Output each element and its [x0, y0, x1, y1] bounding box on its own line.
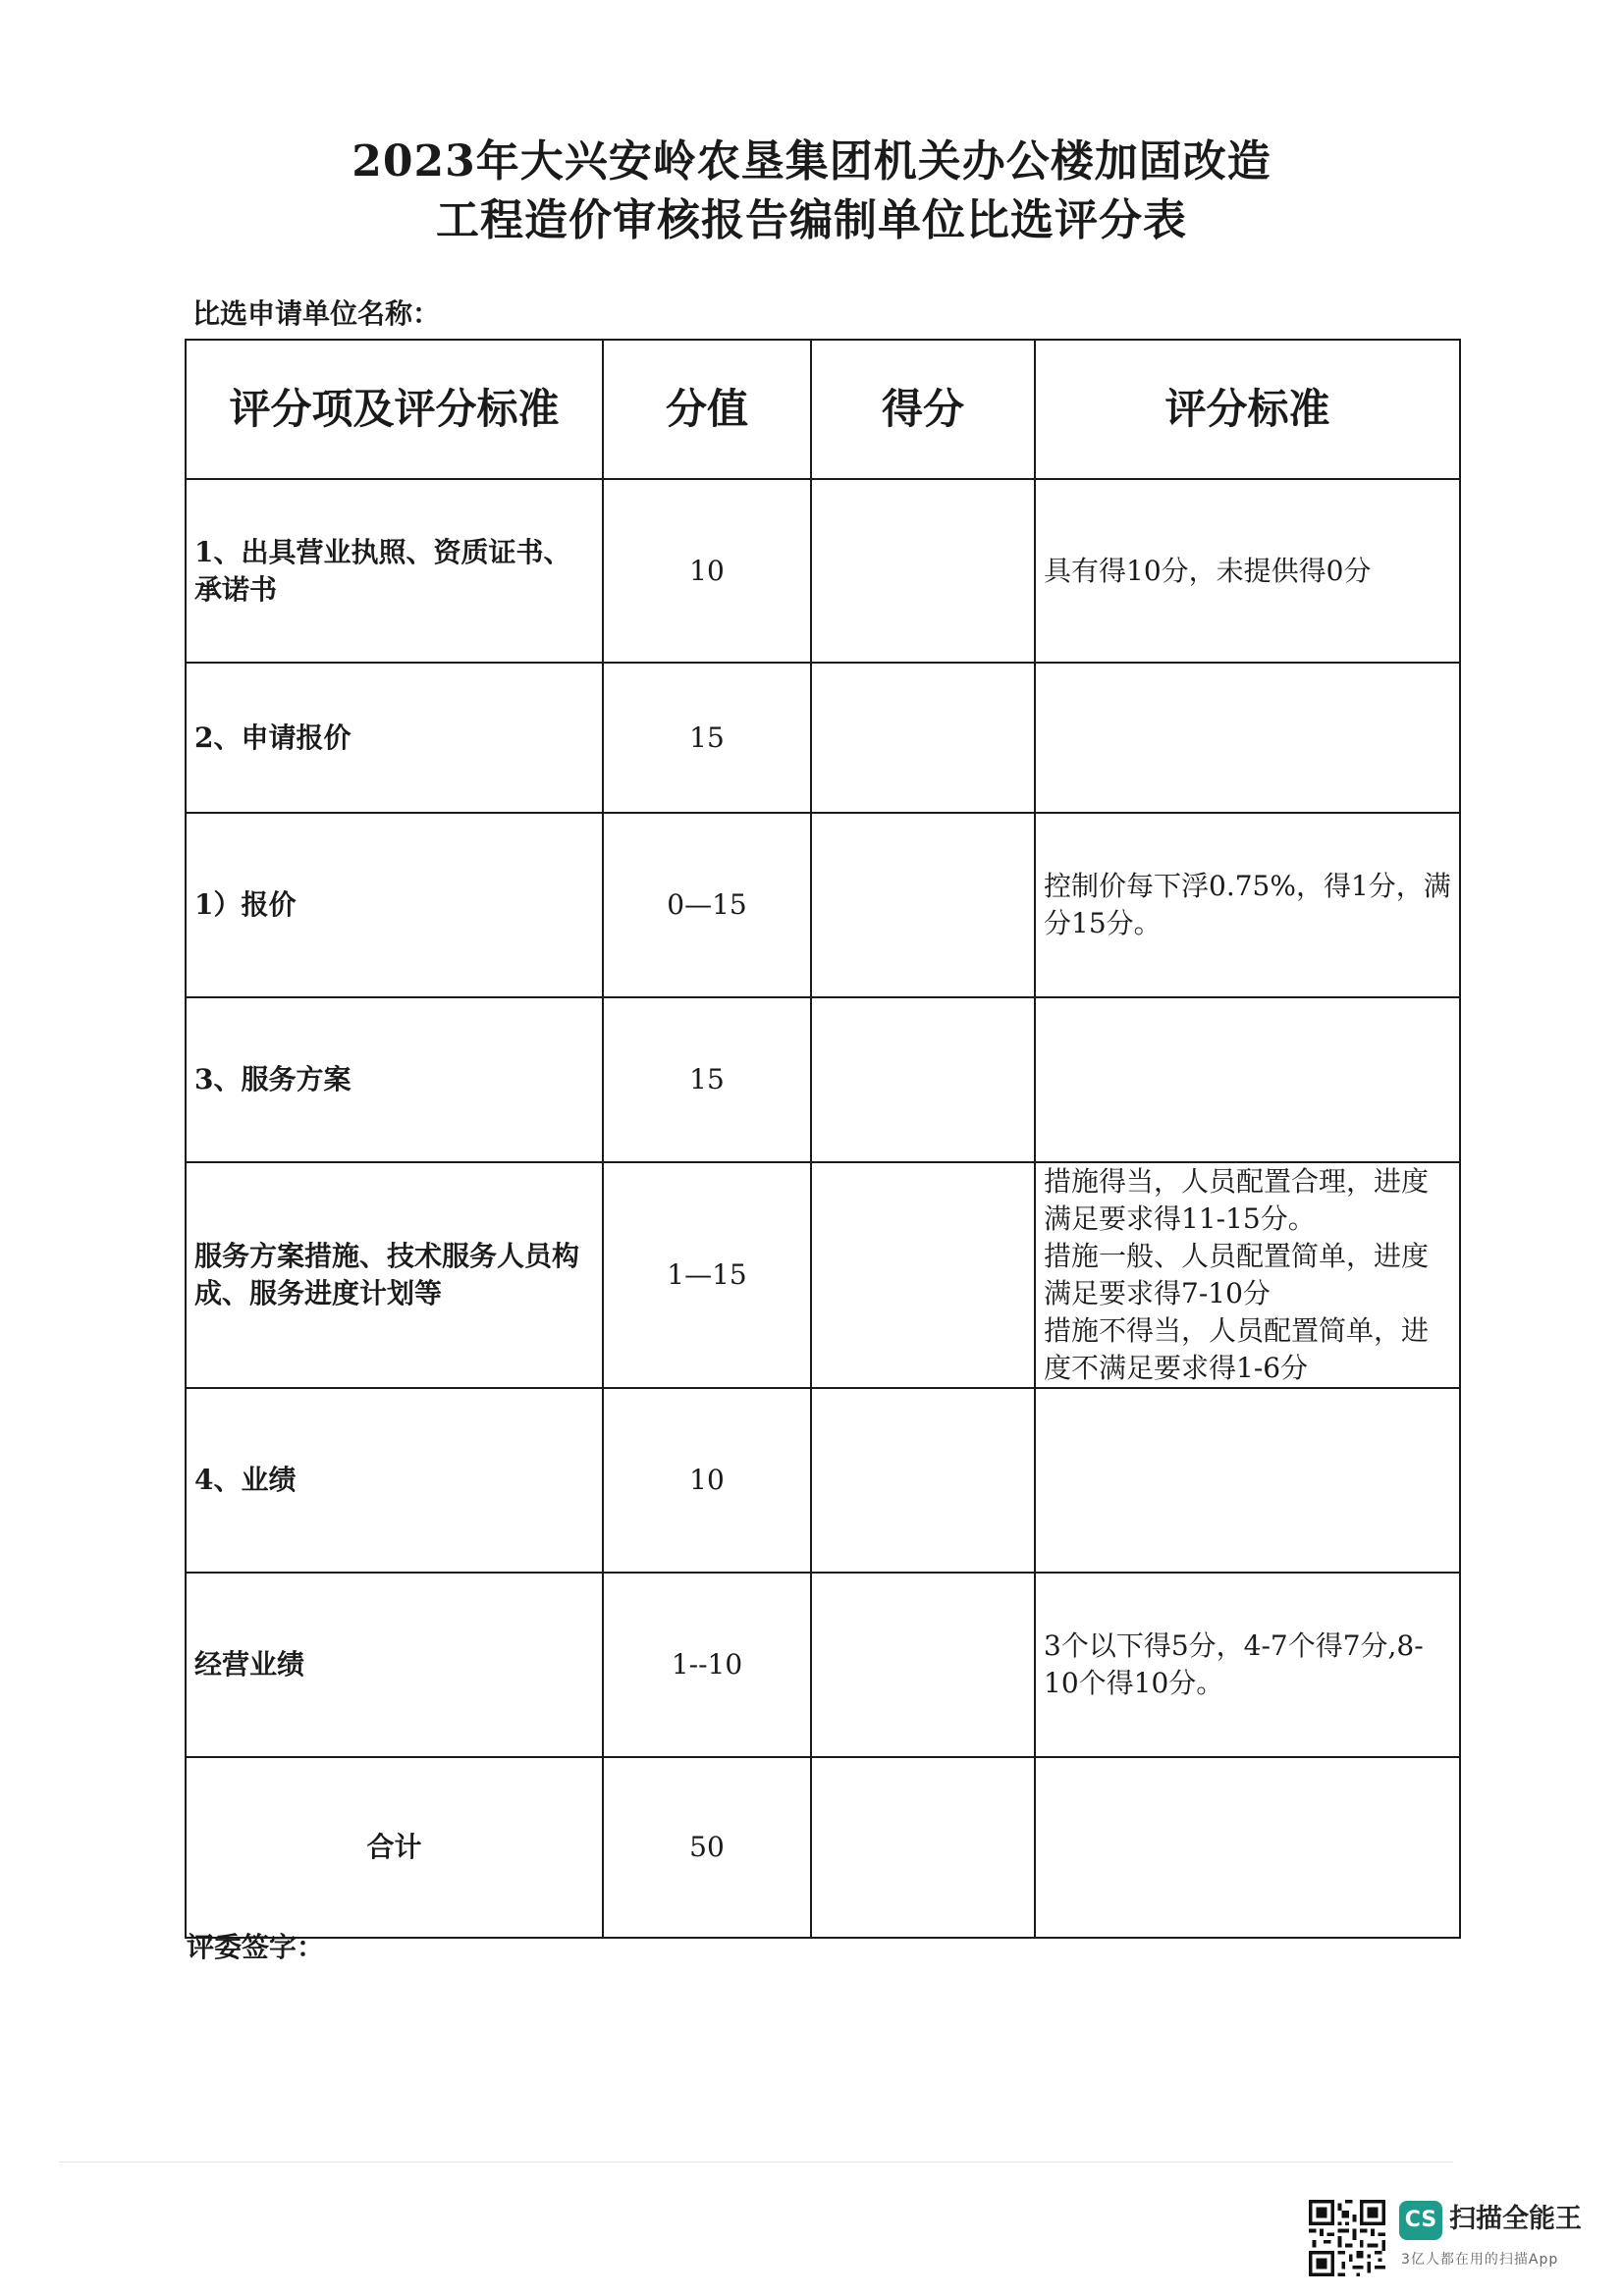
total-label: 合计: [186, 1757, 603, 1938]
row-criteria: 3个以下得5分，4-7个得7分,8-10个得10分。: [1035, 1573, 1460, 1757]
camscanner-logo-icon: CS: [1399, 2201, 1442, 2240]
total-criteria: [1035, 1757, 1460, 1938]
row-item: 1）报价: [186, 813, 603, 997]
document-title-line2: 工程造价审核报告编制单位比选评分表: [436, 195, 1187, 245]
applicant-name-label: 比选申请单位名称：: [192, 297, 441, 330]
header-points: 分值: [603, 340, 811, 479]
row-score: [811, 1573, 1035, 1757]
row-item: 3、服务方案: [186, 997, 603, 1162]
row-criteria: [1035, 1388, 1460, 1573]
table-row: [186, 1162, 1460, 1388]
row-item: 经营业绩: [186, 1573, 603, 1757]
table-row: [186, 813, 1460, 997]
row-points: 10: [603, 479, 811, 663]
header-item: 评分项及评分标准: [186, 340, 603, 479]
camscanner-tagline: 3亿人都在用的扫描App: [1401, 2252, 1559, 2268]
row-points: 15: [603, 663, 811, 813]
row-points: 1--10: [603, 1573, 811, 1757]
table-header-row: [186, 340, 1460, 479]
header-criteria: 评分标准: [1035, 340, 1460, 479]
page-divider: [59, 2162, 1453, 2163]
camscanner-brand-name: 扫描全能王: [1449, 2204, 1582, 2234]
row-item: 服务方案措施、技术服务人员构成、服务进度计划等: [186, 1162, 603, 1388]
row-points: 10: [603, 1388, 811, 1573]
row-points: 1—15: [603, 1162, 811, 1388]
row-score: [811, 1162, 1035, 1388]
row-score: [811, 663, 1035, 813]
row-criteria: [1035, 997, 1460, 1162]
total-points: 50: [603, 1757, 811, 1938]
table-row: [186, 663, 1460, 813]
document-title-line1: 2023年大兴安岭农垦集团机关办公楼加固改造: [352, 136, 1271, 187]
total-score: [811, 1757, 1035, 1938]
table-row: [186, 479, 1460, 663]
row-score: [811, 479, 1035, 663]
table-row: [186, 997, 1460, 1162]
row-points: 0—15: [603, 813, 811, 997]
row-criteria: 控制价每下浮0.75%，得1分，满分15分。: [1035, 813, 1460, 997]
row-criteria: 措施得当，人员配置合理，进度满足要求得11-15分。 措施一般、人员配置简单，进度满足要求得7-10分 措施不得当，人员配置简单，进度不满足要求得1-6分: [1035, 1162, 1460, 1388]
header-score: 得分: [811, 340, 1035, 479]
row-score: [811, 813, 1035, 997]
scoring-table: [185, 339, 1461, 1939]
table-total-row: [186, 1757, 1460, 1938]
table-row: [186, 1573, 1460, 1757]
row-item: 4、业绩: [186, 1388, 603, 1573]
row-criteria: 具有得10分，未提供得0分: [1035, 479, 1460, 663]
row-score: [811, 1388, 1035, 1573]
row-item: 1、出具营业执照、资质证书、承诺书: [186, 479, 603, 663]
qr-code-icon: [1309, 2197, 1385, 2279]
row-score: [811, 997, 1035, 1162]
judge-signature-label: 评委签字：: [187, 1931, 325, 1963]
row-points: 15: [603, 997, 811, 1162]
row-item: 2、申请报价: [186, 663, 603, 813]
table-row: [186, 1388, 1460, 1573]
row-criteria: [1035, 663, 1460, 813]
